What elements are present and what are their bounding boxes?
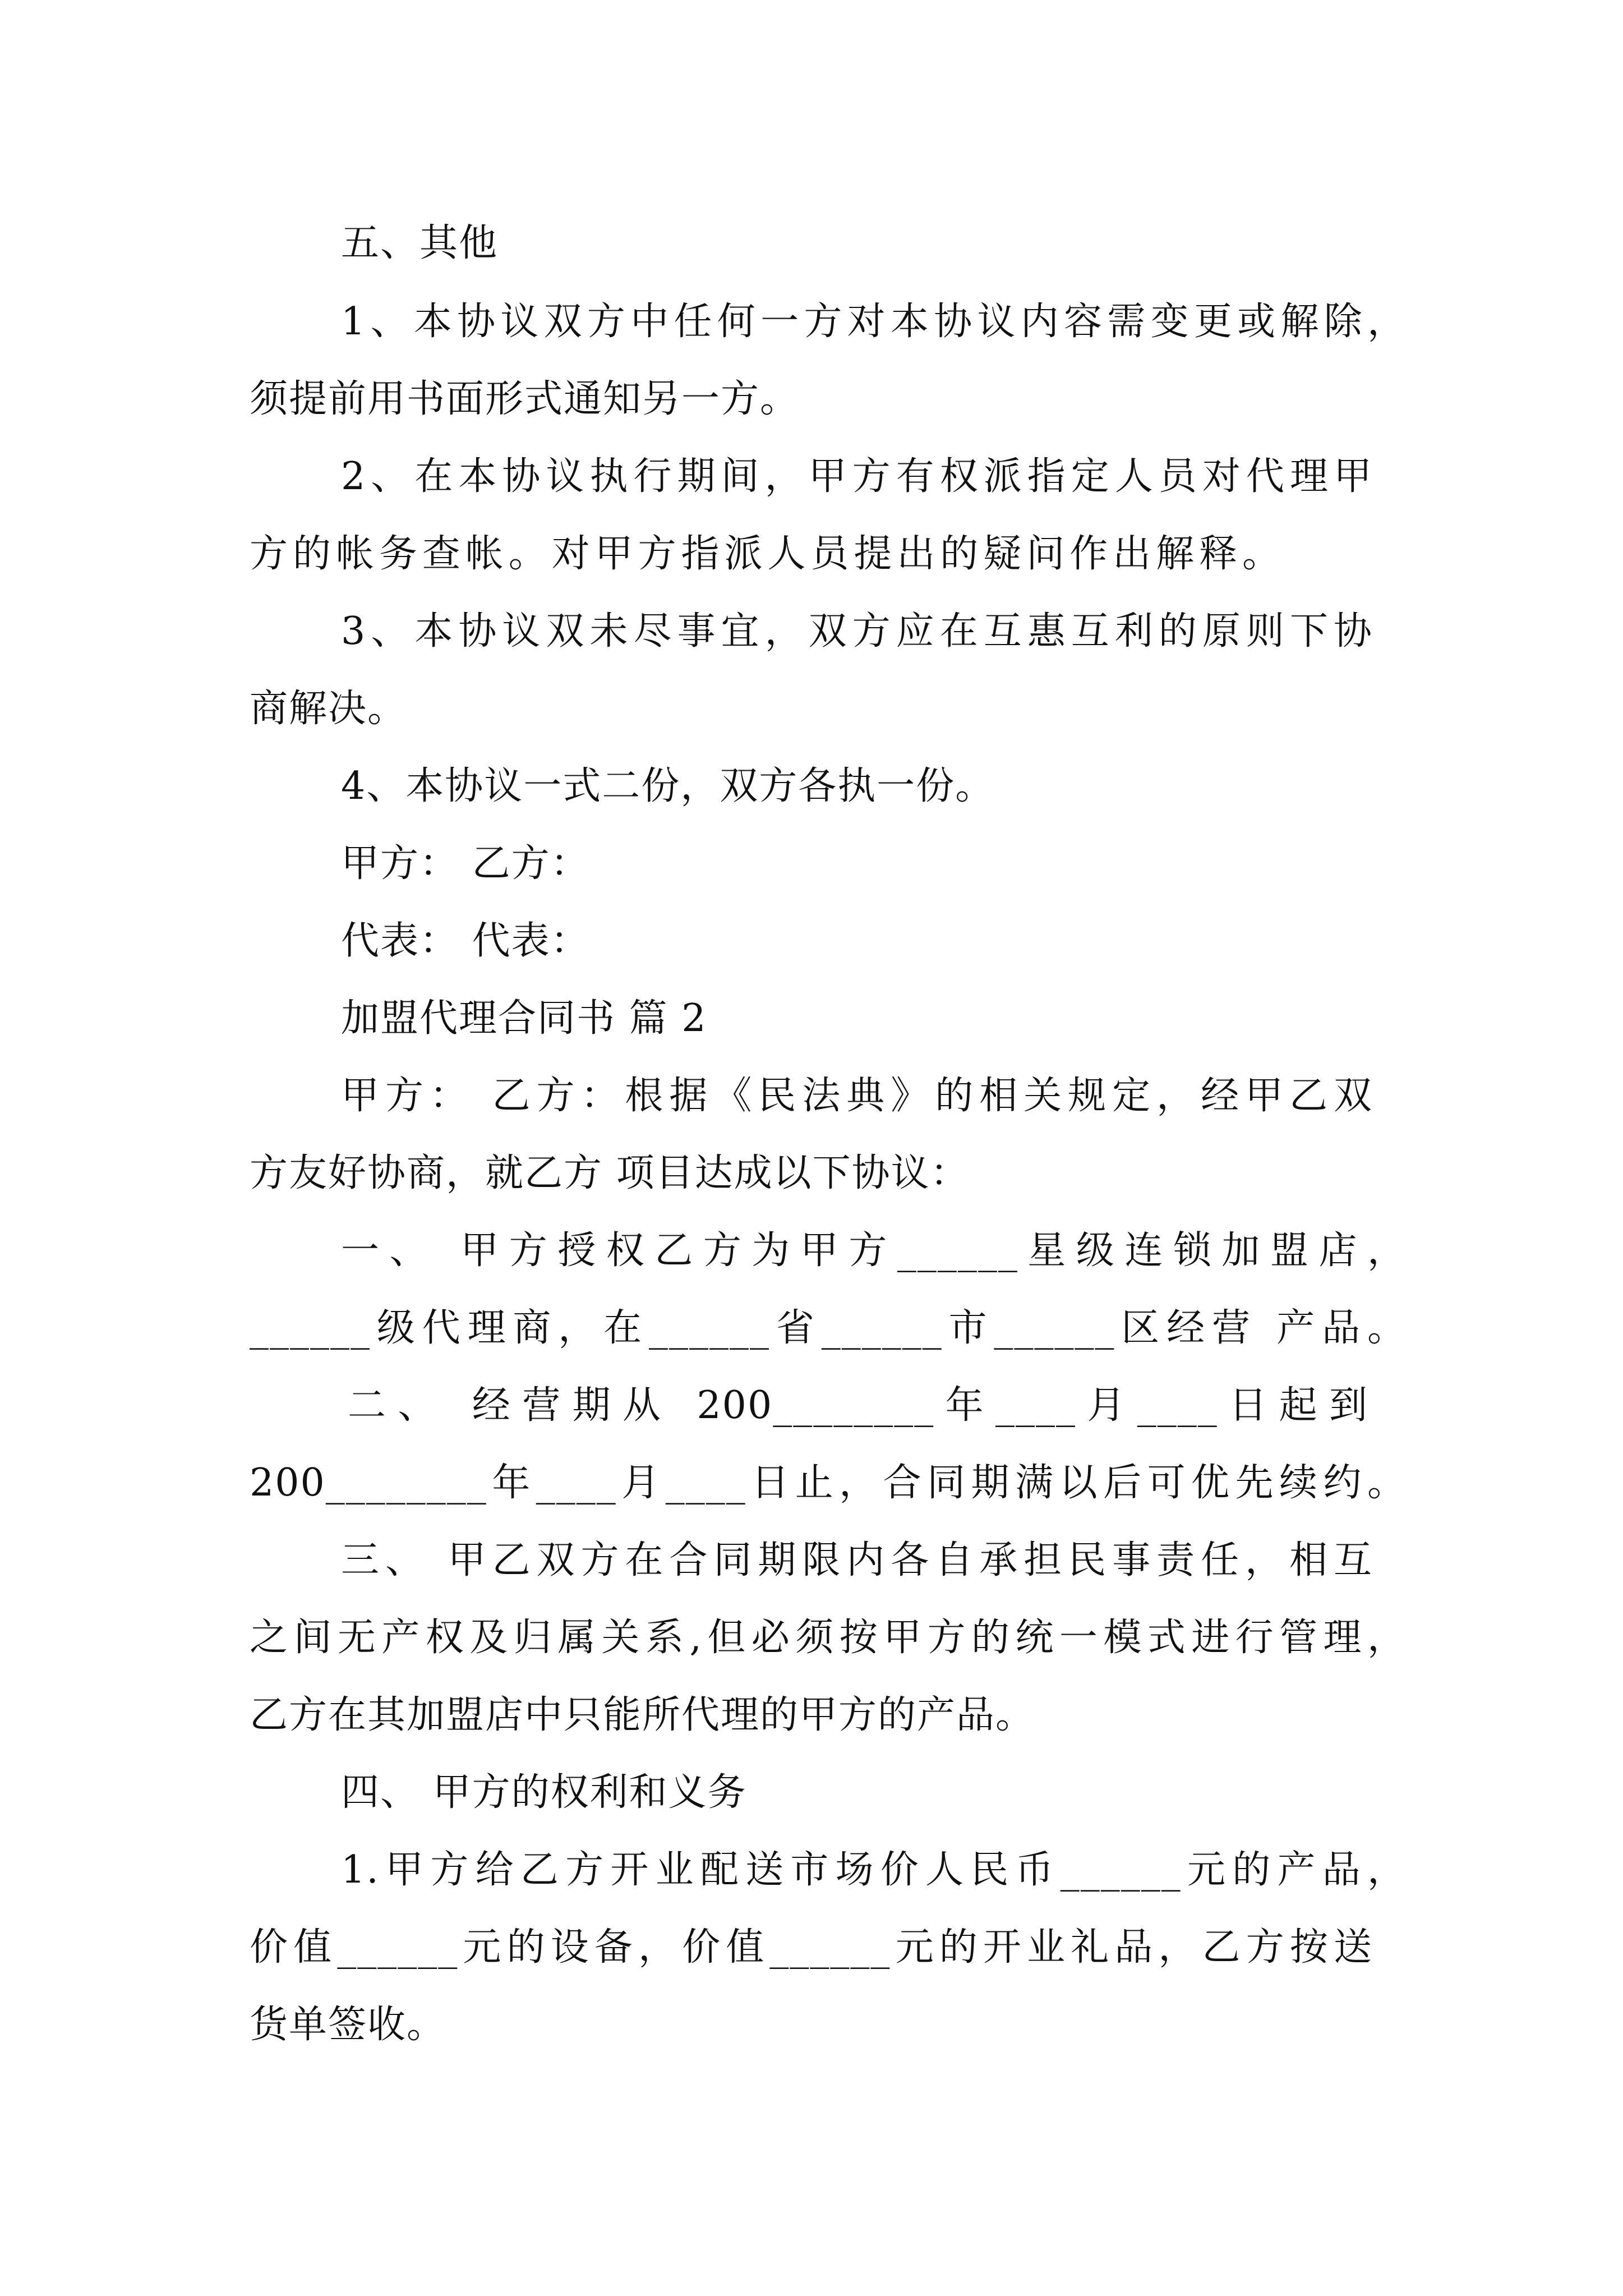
signature-representative-line: 代表： 代表： [341,919,590,963]
section-heading-rights: 四、 甲方的权利和义务 [341,1770,747,1815]
paragraph-line: 商解决。 [250,687,407,731]
clause-line: 200________年____月____日止，合同期满以后可优先续约。 [250,1461,1407,1505]
paragraph-line: 4、本协议一式二份，双方各执一份。 [341,764,995,808]
section-heading-other: 五、其他 [341,221,499,265]
clause-line: 货单签收。 [250,2003,446,2047]
paragraph-line: 1、本协议双方中任何一方对本协议内容需变更或解除， [341,300,1407,344]
clause-line: ______级代理商，在______省______市______区经营 产品。 [250,1306,1407,1350]
paragraph-line: 须提前用书面形式通知另一方。 [250,377,800,421]
clause-line: 价值______元的设备，价值______元的开业礼品，乙方按送 [250,1925,1373,1970]
clause-line: 乙方在其加盟店中只能所代理的甲方的产品。 [250,1693,1035,1737]
paragraph-line: 方的帐务查帐。对甲方指派人员提出的疑问作出解释。 [250,532,1281,576]
contract-title: 加盟代理合同书 篇 2 [341,996,707,1041]
clause-line: 之间无产权及归属关系,但必须按甲方的统一模式进行管理， [250,1616,1407,1660]
paragraph-line: 甲方： 乙方：根据《民法典》的相关规定，经甲乙双 [341,1074,1373,1118]
paragraph-line: 2、在本协议执行期间，甲方有权派指定人员对代理甲 [341,454,1373,499]
clause-line: 一、 甲方授权乙方为甲方______星级连锁加盟店， [341,1228,1407,1273]
paragraph-line: 方友好协商，就乙方 项目达成以下协议： [250,1151,970,1195]
signature-party-line: 甲方： 乙方： [341,841,590,886]
clause-line: 二、 经营期从 200________年____月____日起到 [348,1383,1368,1428]
paragraph-line: 3、本协议双未尽事宜，双方应在互惠互利的原则下协 [341,609,1373,654]
clause-line: 三、 甲乙双方在合同期限内各自承担民事责任，相互 [341,1538,1373,1582]
clause-line: 1.甲方给乙方开业配送市场价人民币______元的产品， [341,1848,1407,1892]
